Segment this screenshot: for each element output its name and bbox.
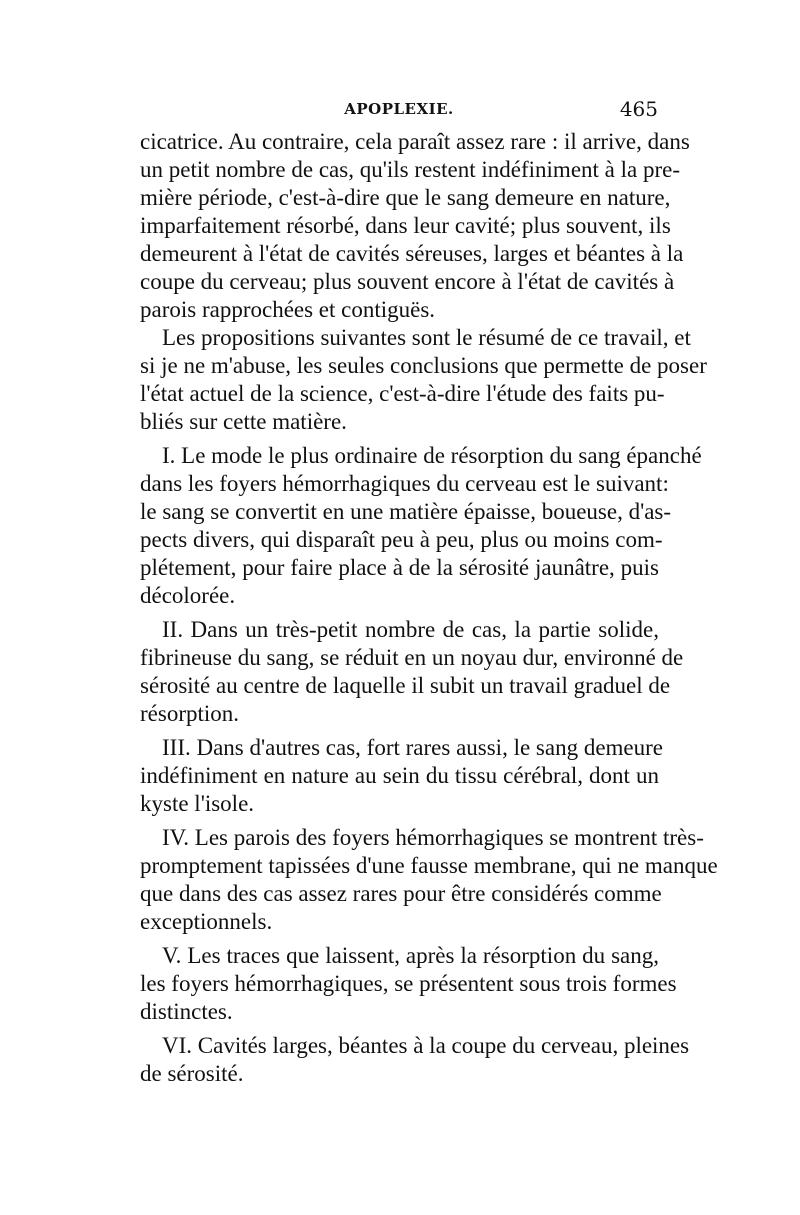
text-line: II. Dans un très-petit nombre de cas, la partie solide, bbox=[162, 617, 659, 642]
text-line: sérosité au centre de laquelle il subit un travail graduel de bbox=[140, 673, 671, 698]
proposition-5 bbox=[140, 942, 677, 1026]
proposition-4 bbox=[140, 824, 718, 936]
text-line: VI. Cavités larges, béantes à la coupe du cerveau, pleines bbox=[162, 1033, 690, 1058]
text-line: fibrineuse du sang, se réduit en un noyau dur, environné de bbox=[140, 645, 684, 670]
text-line: si je ne m'abuse, les seules conclusions que permette de poser bbox=[140, 353, 707, 378]
text-line: l'état actuel de la science, c'est-à-dire l'étude des faits pu- bbox=[140, 381, 665, 406]
proposition-6 bbox=[140, 1032, 690, 1088]
page-header bbox=[140, 97, 658, 121]
text-line: I. Le mode le plus ordinaire de résorption du sang épanché bbox=[162, 443, 702, 468]
proposition-1 bbox=[140, 442, 702, 610]
text-line: plétement, pour faire place à de la sérosité jaunâtre, puis bbox=[140, 555, 659, 580]
page-number: 465 bbox=[619, 97, 658, 121]
text-line: coupe du cerveau; plus souvent encore à l'état de cavités à bbox=[140, 269, 675, 294]
text-line: décolorée. bbox=[140, 583, 236, 608]
text-line: V. Les traces que laissent, après la résorption du sang, bbox=[162, 943, 659, 968]
text-line: dans les foyers hémorrhagiques du cerveau est le suivant: bbox=[140, 471, 669, 496]
text-line: exceptionnels. bbox=[140, 909, 273, 934]
text-line: que dans des cas assez rares pour être considérés comme bbox=[140, 881, 662, 906]
text-line: III. Dans d'autres cas, fort rares aussi, le sang demeure bbox=[162, 735, 664, 760]
text-line: Les propositions suivantes sont le résumé de ce travail, et bbox=[162, 325, 691, 350]
text-line: parois rapprochées et contiguës. bbox=[140, 297, 436, 322]
text-line: un petit nombre de cas, qu'ils restent indéfiniment à la pre- bbox=[140, 157, 681, 182]
text-line: les foyers hémorrhagiques, se présentent sous trois formes bbox=[140, 971, 677, 996]
running-head: APOPLEXIE. bbox=[344, 100, 454, 118]
text-line: de sérosité. bbox=[140, 1061, 244, 1086]
text-line: indéfiniment en nature au sein du tissu cérébral, dont un bbox=[140, 763, 659, 788]
text-line: IV. Les parois des foyers hémorrhagiques se montrent très- bbox=[162, 825, 704, 850]
proposition-2 bbox=[140, 616, 684, 728]
text-line: pects divers, qui disparaît peu à peu, plus ou moins com- bbox=[140, 527, 663, 552]
text-line: demeurent à l'état de cavités séreuses, larges et béantes à la bbox=[140, 241, 684, 266]
text-line: bliés sur cette matière. bbox=[140, 409, 347, 434]
text-line: cicatrice. Au contraire, cela paraît assez rare : il arrive, dans bbox=[140, 129, 690, 154]
body-text bbox=[140, 128, 718, 1088]
paragraph-continuation bbox=[140, 128, 690, 324]
text-line: le sang se convertit en une matière épaisse, boueuse, d'as- bbox=[140, 499, 672, 524]
proposition-3 bbox=[140, 734, 664, 818]
text-line: mière période, c'est-à-dire que le sang demeure en nature, bbox=[140, 185, 671, 210]
text-line: résorption. bbox=[140, 701, 240, 726]
text-line: distinctes. bbox=[140, 999, 233, 1024]
text-line: kyste l'isole. bbox=[140, 791, 255, 816]
paragraph-propositions-intro bbox=[140, 324, 707, 436]
text-line: imparfaitement résorbé, dans leur cavité; plus souvent, ils bbox=[140, 213, 671, 238]
text-line: promptement tapissées d'une fausse membrane, qui ne manque bbox=[140, 853, 718, 878]
